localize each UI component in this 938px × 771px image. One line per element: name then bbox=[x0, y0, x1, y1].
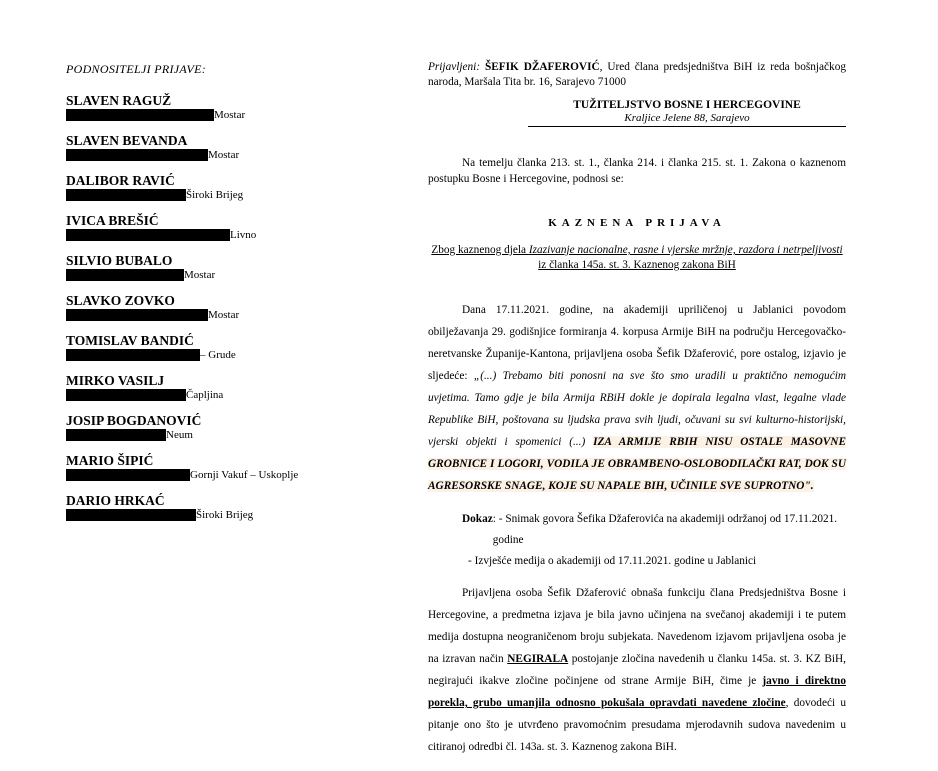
complainant-place: Široki Brijeg bbox=[186, 189, 244, 201]
complainant-entry bbox=[66, 333, 366, 361]
reasoning-negated: NEGIRALA bbox=[507, 653, 569, 665]
complainant-place: Čapljina bbox=[186, 389, 224, 401]
complainant-entry bbox=[66, 373, 366, 401]
reasoning-part-1: Prijavljena osoba Šefik Džaferović obnaša funkciju člana Predsjedništva Bosne i Hercegovine, a predmetna izjava je bila javno učinjena na svečanoj akademiji i te putem medija dostupna neograničenom broju subjekata. Navedenom izjavom prijavljena osoba je na izravan način bbox=[428, 587, 846, 665]
complainant-place: Široki Brijeg bbox=[196, 509, 254, 521]
complainant-place: Mostar bbox=[214, 109, 246, 121]
redaction-bar bbox=[66, 309, 208, 321]
complainant-address-line bbox=[66, 509, 366, 521]
complainants-heading: PODNOSITELJI PRIJAVE: bbox=[66, 62, 206, 76]
complainant-address-line bbox=[66, 229, 366, 241]
complainant-place: Mostar bbox=[208, 149, 240, 161]
complainant-entry bbox=[66, 293, 366, 321]
complainant-place: Gornji Vakuf – Uskoplje bbox=[190, 469, 299, 481]
statement-paragraph bbox=[428, 299, 846, 497]
complainant-address-line bbox=[66, 309, 366, 321]
complainant-address-line bbox=[66, 149, 366, 161]
prosecutor-office-title: TUŽITELJSTVO BOSNE I HERCEGOVINE bbox=[573, 99, 801, 111]
complainant-name: MIRKO VASILJ bbox=[66, 373, 165, 388]
redaction-bar bbox=[66, 469, 190, 481]
complainant-place: – Grude bbox=[200, 349, 236, 361]
reasoning-part-3: , dovodeći u pitanje ono što je utvrđeno pravomoćnim presudama mjerodavnih sudova navedenim u citiranoj odredbi čl. 143a. st. 3. Kaznenog zakona BiH. bbox=[428, 697, 847, 753]
evidence-label: Dokaz bbox=[462, 513, 493, 525]
reported-label: Prijavljeni: bbox=[428, 61, 481, 73]
complainant-entry bbox=[66, 173, 366, 201]
statement-quote-emphasis: IZA ARMIJE RBIH NISU OSTALE MASOVNE GROBNICE I LOGORI, VODILA JE OBRAMBENO-OSLOBODILAČKI RAT, DOK SU AGRESORSKE SNAGE, KOJE SU NAPALE BIH, UČINILE SVE SUPROTNO bbox=[428, 436, 846, 492]
statement-quote-close: ". bbox=[804, 480, 814, 492]
redaction-bar bbox=[66, 389, 186, 401]
evidence-block bbox=[428, 509, 846, 572]
redaction-bar bbox=[66, 149, 208, 161]
complainant-name: SLAVEN BEVANDA bbox=[66, 133, 188, 148]
criminal-offense-subject bbox=[428, 243, 846, 273]
complainant-address-line bbox=[66, 349, 366, 361]
redaction-bar bbox=[66, 509, 196, 521]
complainant-name: MARIO ŠIPIĆ bbox=[66, 453, 154, 468]
reasoning-emphasis: javno i direktno porekla, grubo umanjila odnosno pokušala opravdati navedene zločine bbox=[428, 675, 846, 709]
complainant-entry bbox=[66, 133, 366, 161]
complainant-entry bbox=[66, 253, 366, 281]
complainant-place: Mostar bbox=[208, 309, 240, 321]
reported-person bbox=[428, 60, 846, 90]
complainant-entry bbox=[66, 93, 366, 121]
complainant-address-line bbox=[66, 429, 366, 441]
complainant-name: DARIO HRKAĆ bbox=[66, 493, 165, 508]
subject-prefix: Zbog kaznenog djela bbox=[431, 244, 529, 256]
complainant-name: JOSIP BOGDANOVIĆ bbox=[66, 413, 202, 428]
complainant-place: Neum bbox=[166, 429, 193, 441]
redaction-bar bbox=[66, 349, 200, 361]
statement-quote: „(...) Trebamo biti ponosni na sve što smo uradili u praktično nemogućim uvjetima. Tamo gdje je bila Armija RBiH dokle je dopirala legalna vlast, legalne vlade Republike BiH, poštovana su ljudska prava svih ljudi, očuvani su svi kulturno-historijski, vjerski objekti i spomenici (...) bbox=[428, 370, 847, 448]
complainant-place: Livno bbox=[230, 229, 257, 241]
redaction-bar bbox=[66, 229, 230, 241]
complaint-body bbox=[428, 60, 846, 758]
reasoning-part-2: postojanje zločina navedenih u članku 145a. st. 3. KZ BiH, negirajući ikakve zločine počinjene od strane Armije BiH, čime je bbox=[428, 653, 847, 687]
reported-details: , Ured člana predsjedništva BiH iz reda bošnjačkog naroda, Maršala Tita br. 16, Sarajevo 71000 bbox=[428, 61, 846, 88]
reasoning-paragraph bbox=[428, 582, 846, 758]
complainant-name: TOMISLAV BANDIĆ bbox=[66, 333, 194, 348]
complainant-entry bbox=[66, 213, 366, 241]
complainant-name: IVICA BREŠIĆ bbox=[66, 213, 159, 228]
statement-intro: Dana 17.11.2021. godine, na akademiji upriličenoj u Jablanici povodom obilježavanja 29. godišnjice formiranja 4. korpusa Armije BiH na području Hercegovačko-neretvanske Županije-Kantona, prijavljena osoba Šefik Džaferović, pore ostalog, izjavio je sljedeće: bbox=[428, 304, 846, 382]
legal-basis-paragraph: Na temelju članka 213. st. 1., članka 214. i članka 215. st. 1. Zakona o kaznenom postupku Bosne i Hercegovine, podnosi se: bbox=[428, 157, 846, 185]
prosecutor-office-block bbox=[528, 98, 846, 127]
complainants-column bbox=[66, 62, 366, 533]
redaction-bar bbox=[66, 429, 166, 441]
subject-offense: Izazivanje nacionalne, rasne i vjerske mržnje, razdora i netrpeljivosti bbox=[528, 244, 843, 256]
complainant-entry bbox=[66, 453, 366, 481]
complainant-address-line bbox=[66, 269, 366, 281]
complainant-name: SLAVKO ZOVKO bbox=[66, 293, 175, 308]
complainant-address-line bbox=[66, 189, 366, 201]
subject-suffix: iz članka 145a. st. 3. Kaznenog zakona BiH bbox=[538, 259, 736, 271]
complainants-list bbox=[66, 93, 366, 521]
redaction-bar bbox=[66, 189, 186, 201]
complainant-name: SILVIO BUBALO bbox=[66, 253, 173, 268]
redaction-bar bbox=[66, 269, 184, 281]
redaction-bar bbox=[66, 109, 214, 121]
reported-name: ŠEFIK DŽAFEROVIĆ bbox=[484, 61, 600, 73]
complainant-name: SLAVEN RAGUŽ bbox=[66, 93, 172, 108]
evidence-media-report: - Izvješće medija o akademiji od 17.11.2021. godine u Jablanici bbox=[468, 555, 757, 567]
complainant-name: DALIBOR RAVIĆ bbox=[66, 173, 175, 188]
complainant-place: Mostar bbox=[184, 269, 216, 281]
evidence-recording: : - Snimak govora Šefika Džaferovića na akademiji održanoj od 17.11.2021. godine bbox=[492, 513, 838, 546]
complainant-entry bbox=[66, 493, 366, 521]
complainant-address-line bbox=[66, 469, 366, 481]
complainant-address-line bbox=[66, 389, 366, 401]
complainant-address-line bbox=[66, 109, 366, 121]
prosecutor-office-address: Kraljice Jelene 88, Sarajevo bbox=[528, 112, 846, 127]
complainant-entry bbox=[66, 413, 366, 441]
document-title: KAZNENA PRIJAVA bbox=[548, 217, 726, 229]
evidence-item bbox=[428, 509, 846, 551]
